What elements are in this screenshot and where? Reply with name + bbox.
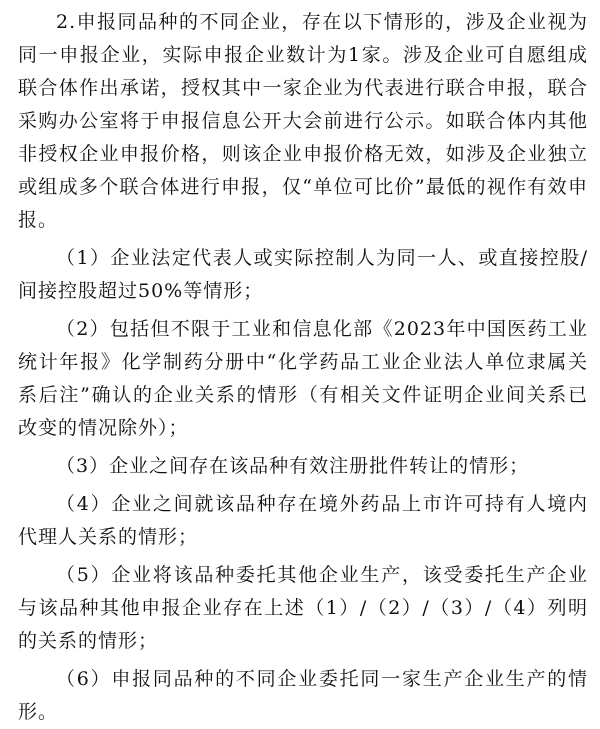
- paragraph-item-5: （5）企业将该品种委托其他企业生产，该受委托生产企业与该品种其他申报企业存在上述（1）/（2）/（3）/（4）列明的关系的情形；: [18, 564, 588, 652]
- paragraph-item-6: （6）申报同品种的不同企业委托同一家生产企业生产的情形。: [18, 668, 588, 723]
- paragraph-item-3: （3）企业之间存在该品种有效注册批件转让的情形；: [56, 455, 530, 477]
- paragraph-item-1: （1）企业法定代表人或实际控制人为同一人、或直接控股/间接控股超过50%等情形；: [18, 247, 588, 302]
- paragraph-item-4: （4）企业之间就该品种存在境外药品上市许可持有人境内代理人关系的情形；: [18, 493, 588, 548]
- paragraph-rule-2: 2.申报同品种的不同企业，存在以下情形的，涉及企业视为同一申报企业，实际申报企业数计为1家。涉及企业可自愿组成联合体作出承诺，授权其中一家企业为代表进行联合申报，联合采购办公室将于申报信息公开大会前进行公示。如联合体内其他非授权企业申报价格，则该企业申报价格无效，如涉及企业独立或组成多个联合体进行申报，仅“单位可比价”最低的视作有效申报。: [18, 11, 588, 231]
- paragraph-item-2: （2）包括但不限于工业和信息化部《2023年中国医药工业统计年报》化学制药分册中“化学药品工业企业法人单位隶属关系后注”确认的企业关系的情形（有相关文件证明企业间关系已改变的情况除外）；: [18, 318, 588, 439]
